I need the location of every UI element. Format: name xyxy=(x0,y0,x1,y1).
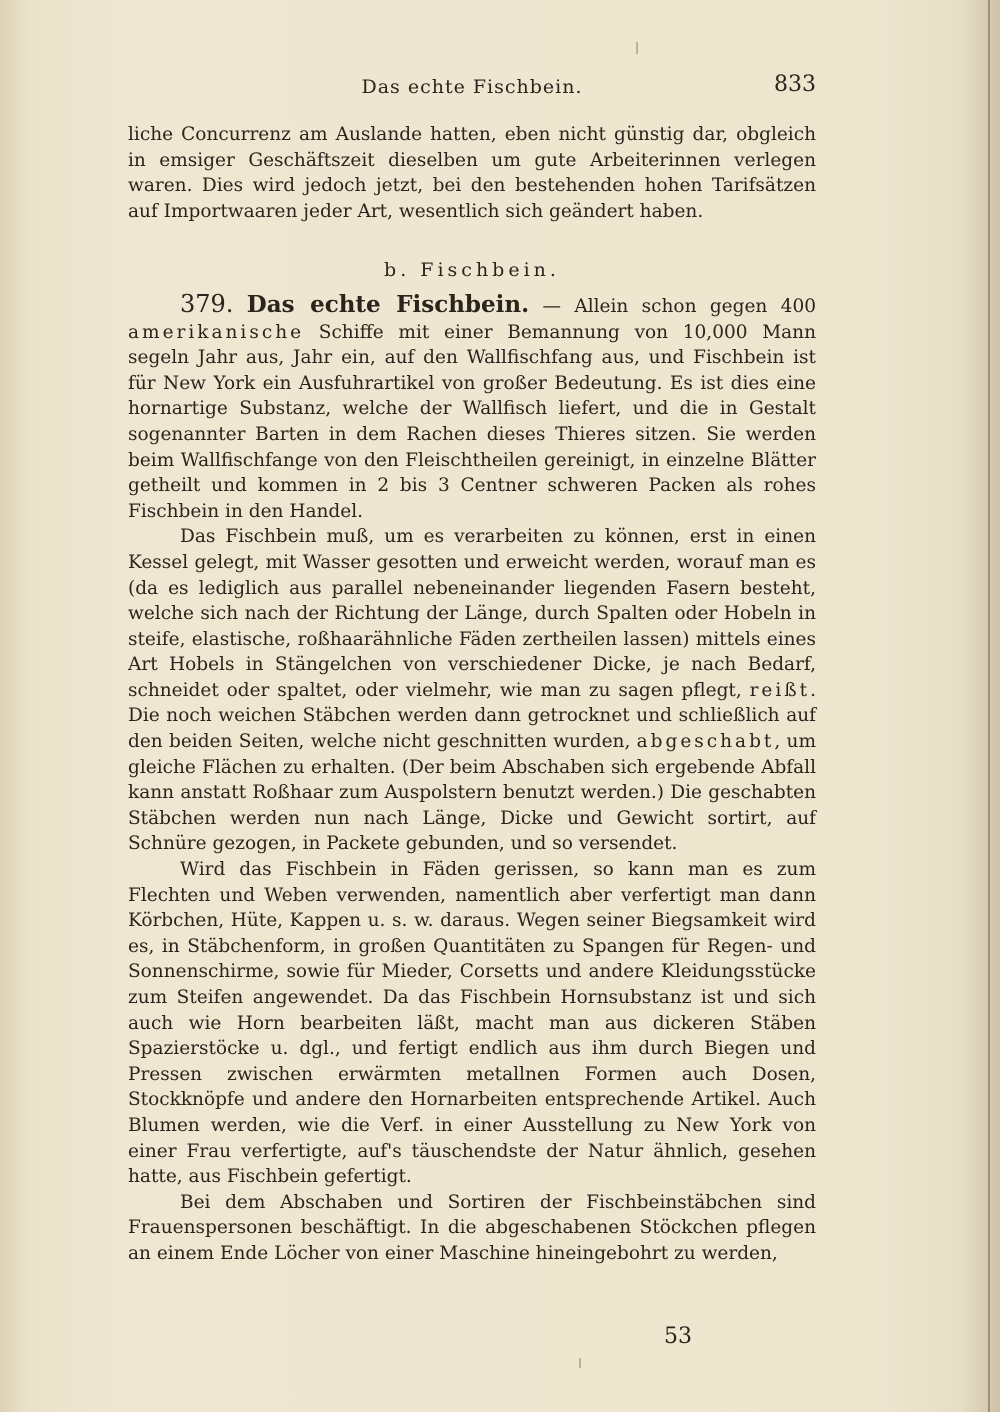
section-heading: b. Fischbein. xyxy=(384,259,560,282)
paragraph-text: . Die noch weichen Stäbchen werden dann getrocknet und schließlich auf den beiden Seiten, welche nicht geschnitten wurden, xyxy=(128,679,816,753)
article-text: Schiffe mit einer Bemannung von 10,000 Mann segeln Jahr aus, Jahr ein, auf den Wallfischfang aus, und Fischbein ist für New York ein Ausfuhrartikel von großer Bedeutung. Es ist dies eine hornartige Substanz, welche der Wallfisch liefert, und die in Gestalt sogenannter Barten in dem Rachen dieses Thieres sitzen. Sie werden beim Wallfischfange von den Fleischtheilen gereinigt, in einzelne Blätter getheilt und kommen in 2 bis 3 Centner schweren Packen als rohes Fischbein in den Handel. xyxy=(128,321,816,522)
paragraph: liche Concurrenz am Auslande hatten, eben nicht günstig dar, obgleich in emsiger Geschäftszeit dieselben um gute Arbeiterinnen verlegen waren. Dies wird jedoch jetzt, bei den bestehenden hohen Tarifsätzen auf Importwaaren jeder Art, wesentlich sich geändert haben. xyxy=(128,124,816,222)
running-title: Das echte Fischbein. xyxy=(361,76,583,98)
article-number: 379. xyxy=(180,289,234,318)
paper-mark xyxy=(636,42,638,54)
spaced-word: abgeschabt xyxy=(636,731,775,753)
article-text: Allein schon gegen 400 xyxy=(574,295,816,317)
paragraph xyxy=(128,524,816,857)
article-dash: — xyxy=(529,295,575,317)
spaced-word: amerikanische xyxy=(128,321,305,343)
signature-mark: 53 xyxy=(664,1324,692,1349)
article-title: Das echte Fischbein. xyxy=(246,290,530,318)
page-number: 833 xyxy=(774,72,816,97)
page-gutter xyxy=(988,0,990,1412)
body-text xyxy=(128,122,816,1267)
running-header xyxy=(128,72,816,106)
paragraph: Wird das Fischbein in Fäden gerissen, so kann man es zum Flechten und Weben verwenden, namentlich aber verfertigt man dann Körbchen, Hüte, Kappen u. s. w. daraus. Wegen seiner Biegsamkeit wird es, in Stäbchenform, in großen Quantitäten zu Spangen für Regen- und Sonnenschirme, sowie für Mieder, Corsetts und andere Kleidungsstücke zum Steifen angewendet. Da das Fischbein Hornsubstanz ist und sich auch wie Horn bearbeiten läßt, macht man aus dickeren Stäben Spazierstöcke u. dgl., und fertigt endlich aus ihm durch Biegen und Pressen zwischen erwärmten metallnen Formen auch Dosen, Stockknöpfe und andere den Hornarbeiten entsprechende Artikel. Auch Blumen werden, wie die Verf. in einer Ausstellung zu New York von einer Frau verfertigte, auf's täuschendste der Natur ähnlich, gesehen hatte, aus Fischbein gefertigt. xyxy=(128,859,816,1188)
paragraph: Bei dem Abschaben und Sortiren der Fischbeinstäbchen sind Frauenspersonen beschäftigt. In die abgeschabenen Stöckchen pflegen an einem Ende Löcher von einer Maschine hineingebohrt zu werden, xyxy=(128,1191,816,1264)
spaced-word: reißt xyxy=(749,679,811,701)
paragraph-text: , um gleiche Flächen zu erhalten. (Der beim Abschaben sich ergebende Abfall kann anstatt Roßhaar zum Auspolstern benutzt werden.) Die geschabten Stäbchen werden nun nach Länge, Dicke und Gewicht sortirt, auf Schnüre gezogen, in Packete gebunden, und so versendet. xyxy=(128,731,816,855)
article-paragraph xyxy=(128,289,816,524)
paragraph-text: Das Fischbein muß, um es verarbeiten zu können, erst in einen Kessel gelegt, mit Wasser gesotten und erweicht werden, worauf man es (da es lediglich aus parallel nebeneinander liegenden Fasern besteht, welche sich nach der Richtung der Länge, durch Spalten oder Hobeln in steife, elastische, roßhaarähnliche Fäden zertheilen lassen) mittels eines Art Hobels in Stängelchen von verschiedener Dicke, je nach Bedarf, schneidet oder spaltet, oder vielmehr, wie man zu sagen pflegt, xyxy=(128,526,816,701)
paper-mark xyxy=(579,1358,581,1368)
